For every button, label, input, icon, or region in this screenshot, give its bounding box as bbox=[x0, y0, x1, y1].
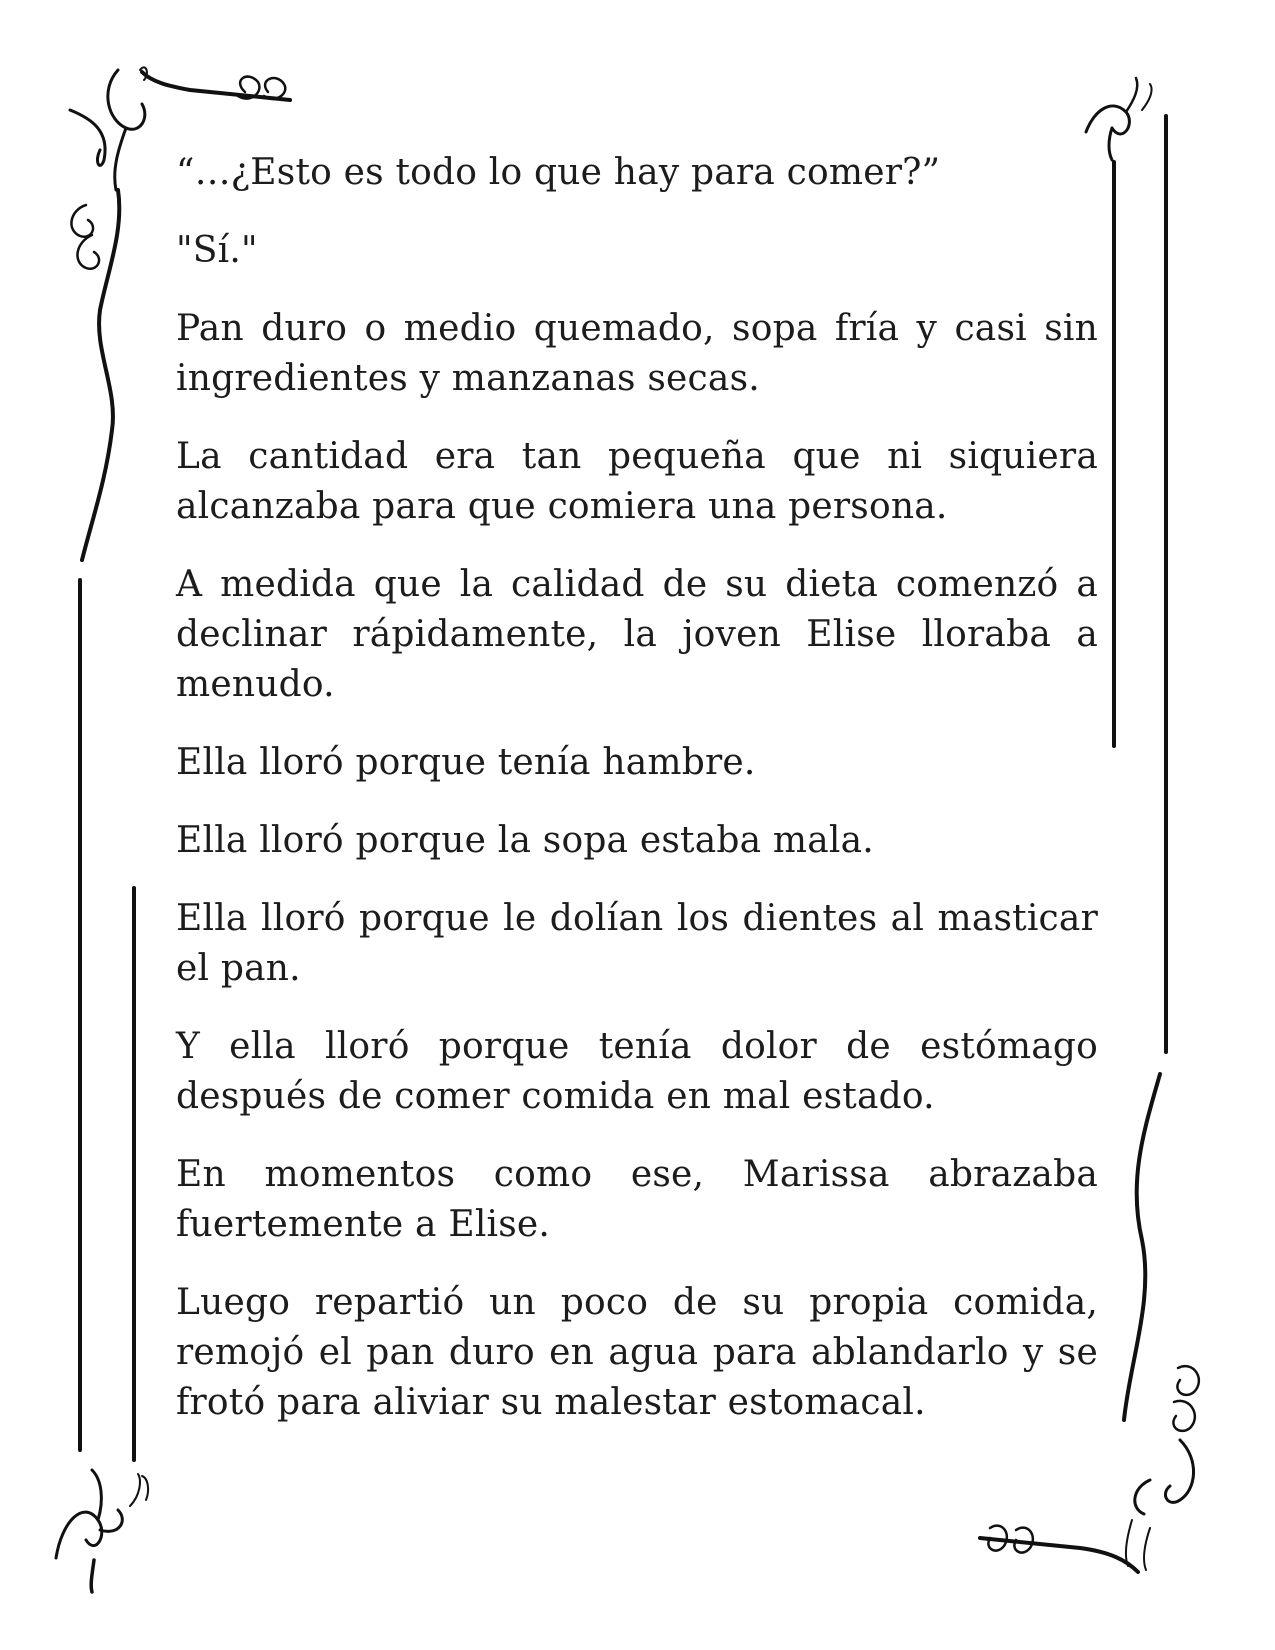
paragraph-6: Ella lloró porque tenía hambre. bbox=[176, 742, 756, 783]
paragraph-1: “…¿Esto es todo lo que hay para comer?” bbox=[176, 152, 941, 193]
left-frame-lines bbox=[80, 580, 134, 1460]
bottom-left-flourish bbox=[56, 1470, 148, 1592]
paragraph-4: La cantidad era tan pequeña que ni siquiera alcanzaba para que comiera una persona. bbox=[176, 436, 1098, 527]
paragraph-3: Pan duro o medio quemado, sopa fría y casi sin ingredientes y manzanas secas. bbox=[176, 308, 1098, 399]
paragraph-5: A medida que la calidad de su dieta comenzó a declinar rápidamente, la joven Elise lloraba a menudo. bbox=[176, 564, 1098, 705]
paragraph-8: Ella lloró porque le dolían los dientes al masticar el pan. bbox=[176, 898, 1098, 989]
right-frame-lines bbox=[1114, 116, 1166, 1052]
paragraph-11: Luego repartió un poco de su propia comida, remojó el pan duro en agua para ablandarlo y se frotó para aliviar su malestar estomacal. bbox=[176, 1282, 1098, 1423]
page-body-text bbox=[176, 148, 1098, 1456]
paragraph-9: Y ella lloró porque tenía dolor de estómago después de comer comida en mal estado. bbox=[176, 1026, 1098, 1117]
paragraph-2: "Sí." bbox=[176, 230, 258, 271]
paragraph-7: Ella lloró porque la sopa estaba mala. bbox=[176, 820, 874, 861]
paragraph-10: En momentos como ese, Marissa abrazaba fuertemente a Elise. bbox=[176, 1154, 1098, 1245]
